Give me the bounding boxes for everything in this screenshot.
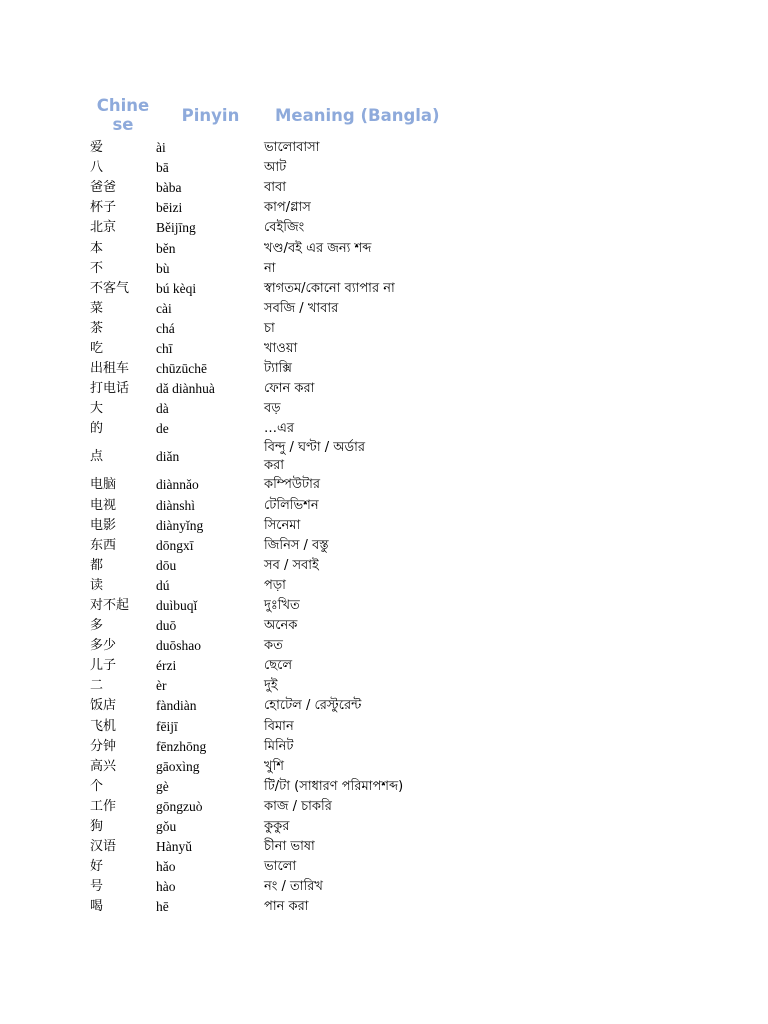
cell-meaning: স্বাগতম/কোনো ব্যাপার না	[264, 280, 395, 296]
cell-pinyin: de	[156, 421, 169, 437]
table-row	[90, 576, 710, 596]
cell-chinese: 电脑	[90, 477, 117, 493]
cell-meaning: খণ্ড/বই এর জন্য শব্দ	[264, 240, 372, 256]
cell-chinese: 工作	[90, 798, 117, 814]
cell-pinyin: duōshao	[156, 638, 201, 654]
cell-chinese: 杯子	[90, 200, 117, 216]
cell-meaning: না	[264, 260, 276, 276]
cell-meaning: ভালো	[264, 859, 297, 875]
cell-pinyin: fēnzhōng	[156, 738, 207, 754]
cell-pinyin: érzi	[156, 658, 177, 674]
cell-meaning: বেইজিং	[264, 220, 305, 236]
cell-chinese: 东西	[90, 537, 117, 553]
table-row	[90, 857, 710, 877]
cell-pinyin: hǎo	[156, 859, 176, 875]
cell-chinese: 菜	[90, 300, 104, 316]
cell-chinese: 高兴	[90, 758, 117, 774]
cell-meaning: সিনেমা	[264, 517, 301, 533]
cell-pinyin: dǎ diànhuà	[156, 381, 215, 397]
table-row	[90, 797, 710, 817]
cell-pinyin: bā	[156, 160, 169, 176]
cell-meaning: ছেলে	[264, 658, 293, 674]
cell-meaning: আট	[264, 160, 287, 176]
cell-pinyin: chī	[156, 340, 173, 356]
table-row	[90, 737, 710, 757]
cell-meaning: …এর	[264, 421, 295, 437]
cell-pinyin: ài	[156, 140, 166, 156]
cell-meaning: টেলিভিশন	[264, 497, 319, 513]
cell-pinyin: duìbuqǐ	[156, 598, 198, 614]
header-meaning: Meaning (Bangla)	[275, 105, 440, 125]
cell-meaning: ভালোবাসা	[264, 140, 320, 156]
cell-chinese: 的	[90, 421, 104, 437]
cell-pinyin: gāoxìng	[156, 758, 200, 774]
cell-pinyin: duō	[156, 618, 177, 634]
cell-chinese: 出租车	[90, 361, 130, 377]
cell-meaning: টি/টা (সাধারণ পরিমাপশব্দ)	[264, 778, 404, 794]
cell-pinyin: hào	[156, 879, 176, 895]
cell-meaning: কত	[264, 638, 283, 654]
table-row	[90, 259, 710, 279]
cell-chinese: 好	[90, 859, 104, 875]
table-row	[90, 379, 710, 399]
cell-chinese: 不	[90, 260, 104, 276]
cell-meaning: কুকুর	[264, 819, 290, 835]
table-row	[90, 676, 710, 696]
cell-meaning: কম্পিউটার	[264, 477, 321, 493]
table-row	[90, 636, 710, 656]
cell-meaning: কাপ/গ্লাস	[264, 200, 311, 216]
cell-meaning: নং / তারিখ	[264, 879, 323, 895]
cell-pinyin: gōngzuò	[156, 798, 203, 814]
cell-meaning: মিনিট	[264, 738, 294, 754]
cell-pinyin: chūzūchē	[156, 361, 207, 377]
table-row	[90, 656, 710, 676]
table-row	[90, 837, 710, 857]
cell-chinese: 打电话	[90, 381, 130, 397]
table-row	[90, 616, 710, 636]
cell-meaning: চীনা ভাষা	[264, 839, 315, 855]
cell-pinyin: diànnǎo	[156, 477, 199, 493]
cell-chinese: 爱	[90, 140, 104, 156]
cell-pinyin: bú kèqi	[156, 280, 197, 296]
cell-meaning: বাবা	[264, 180, 287, 196]
cell-pinyin: běn	[156, 240, 176, 256]
table-row	[90, 339, 710, 359]
cell-chinese: 点	[90, 449, 104, 465]
cell-chinese: 大	[90, 401, 104, 417]
cell-pinyin: chá	[156, 320, 175, 336]
cell-chinese: 不客气	[90, 280, 130, 296]
cell-meaning: হোটেল / রেস্টুরেন্ট	[264, 698, 362, 714]
cell-pinyin: èr	[156, 678, 167, 694]
cell-chinese: 都	[90, 557, 104, 573]
cell-meaning: কাজ / চাকরি	[264, 798, 332, 814]
table-row	[90, 556, 710, 576]
table-row	[90, 198, 710, 218]
table-row	[90, 158, 710, 178]
table-row	[90, 475, 710, 495]
header-pinyin: Pinyin	[181, 105, 240, 125]
header-chinese: Chine se	[96, 96, 150, 134]
cell-pinyin: hē	[156, 899, 169, 915]
cell-meaning: সব / সবাই	[264, 557, 319, 573]
cell-pinyin: diànyǐng	[156, 517, 204, 533]
cell-chinese: 北京	[90, 220, 117, 236]
cell-pinyin: Běijīng	[156, 220, 196, 236]
table-row	[90, 238, 710, 258]
cell-meaning: ট্যাক্সি	[264, 361, 292, 377]
cell-meaning: বড়	[264, 401, 281, 417]
cell-pinyin: dōngxī	[156, 537, 194, 553]
cell-chinese: 飞机	[90, 718, 117, 734]
cell-chinese: 二	[90, 678, 104, 694]
cell-chinese: 个	[90, 778, 104, 794]
cell-pinyin: fàndiàn	[156, 698, 197, 714]
cell-meaning: চা	[264, 320, 275, 336]
cell-pinyin: bù	[156, 260, 170, 276]
cell-pinyin: dà	[156, 401, 169, 417]
cell-chinese: 茶	[90, 320, 104, 336]
cell-meaning: খাওয়া	[264, 340, 298, 356]
table-row	[90, 419, 710, 439]
table-row	[90, 536, 710, 556]
table-body	[90, 138, 710, 917]
cell-chinese: 对不起	[90, 598, 130, 614]
cell-pinyin: dōu	[156, 557, 177, 573]
cell-chinese: 喝	[90, 899, 104, 915]
table-row	[90, 319, 710, 339]
cell-pinyin: Hànyǔ	[156, 839, 192, 855]
cell-meaning: বিমান	[264, 718, 294, 734]
cell-chinese: 多少	[90, 638, 117, 654]
cell-chinese: 吃	[90, 340, 104, 356]
cell-pinyin: gè	[156, 778, 169, 794]
table-row	[90, 516, 710, 536]
cell-meaning: খুশি	[264, 758, 284, 774]
cell-meaning: দুই	[264, 678, 278, 694]
table-row	[90, 439, 710, 475]
table-row	[90, 717, 710, 737]
table-row	[90, 877, 710, 897]
cell-chinese: 分钟	[90, 738, 117, 754]
cell-pinyin: bàba	[156, 180, 182, 196]
cell-chinese: 爸爸	[90, 180, 117, 196]
table-row	[90, 359, 710, 379]
table-row	[90, 178, 710, 198]
cell-meaning: জিনিস / বস্তু	[264, 537, 329, 553]
cell-chinese: 儿子	[90, 658, 117, 674]
table-row	[90, 777, 710, 797]
cell-pinyin: bēizi	[156, 200, 183, 216]
cell-meaning: বিন্দু / ঘণ্টা / অর্ডার করা	[264, 440, 366, 474]
table-row	[90, 496, 710, 516]
cell-chinese: 读	[90, 577, 104, 593]
cell-chinese: 八	[90, 160, 104, 176]
table-row	[90, 817, 710, 837]
cell-chinese: 狗	[90, 819, 104, 835]
table-row	[90, 696, 710, 716]
cell-chinese: 多	[90, 618, 104, 634]
cell-chinese: 号	[90, 879, 104, 895]
cell-meaning: সবজি / খাবার	[264, 300, 339, 316]
table-row	[90, 218, 710, 238]
table-row	[90, 279, 710, 299]
table-row	[90, 399, 710, 419]
cell-meaning: পড়া	[264, 577, 286, 593]
cell-chinese: 电影	[90, 517, 117, 533]
cell-meaning: অনেক	[264, 618, 298, 634]
table-row	[90, 596, 710, 616]
cell-pinyin: dú	[156, 577, 170, 593]
cell-chinese: 电视	[90, 497, 117, 513]
cell-pinyin: diànshì	[156, 497, 195, 513]
table-header	[90, 94, 710, 136]
vocabulary-table	[90, 94, 710, 917]
cell-meaning: পান করা	[264, 899, 309, 915]
cell-meaning: দুঃখিত	[264, 598, 300, 614]
cell-pinyin: cài	[156, 300, 172, 316]
cell-pinyin: diǎn	[156, 449, 180, 465]
cell-meaning: ফোন করা	[264, 381, 315, 397]
table-row	[90, 757, 710, 777]
cell-pinyin: gǒu	[156, 819, 177, 835]
table-row	[90, 299, 710, 319]
cell-chinese: 本	[90, 240, 104, 256]
cell-chinese: 饭店	[90, 698, 117, 714]
table-row	[90, 897, 710, 917]
cell-pinyin: fēijī	[156, 718, 178, 734]
cell-chinese: 汉语	[90, 839, 117, 855]
table-row	[90, 138, 710, 158]
